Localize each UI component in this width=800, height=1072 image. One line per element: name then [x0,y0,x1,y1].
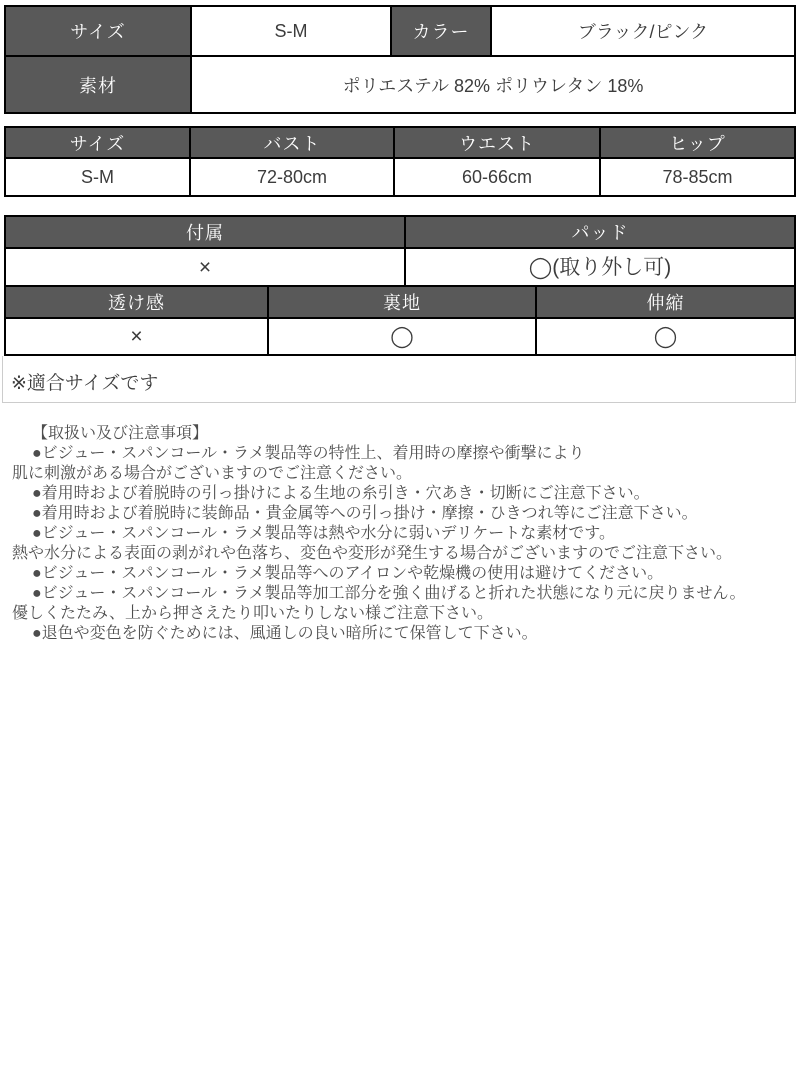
care-note-line: 熱や水分による表面の剥がれや色落ち、変色や変形が発生する場合がございますのでご注意下さい。 [12,545,733,562]
table-header-row [5,216,795,248]
material-value: ポリエステル 82% ポリウレタン 18% [191,56,795,113]
features-header-sheerness: 透け感 [5,286,268,318]
pad-value: ◯(取り外し可) [405,248,795,286]
size-chart-table [4,126,796,197]
care-note-line: ●ビジュー・スパンコール・ラメ製品等へのアイロンや乾燥機の使用は避けてください。 [32,565,664,582]
table-row [5,56,795,113]
care-note-line: ●ビジュー・スパンコール・ラメ製品等加工部分を強く曲げると折れた状態になり元に戻りません。 [32,585,746,602]
table-row [5,248,795,286]
care-title: 【取扱い及び注意事項】 [32,425,209,442]
care-note-line: ●ビジュー・スパンコール・ラメ製品等は熱や水分に弱いデリケートな素材です。 [32,525,615,542]
table-row [5,318,795,355]
pad-table-header-accessory: 付属 [5,216,405,248]
care-note-line: 優しくたたみ、上から押さえたり叩いたりしない様ご注意下さい。 [12,605,493,622]
size-chart-size-value: S-M [5,158,190,196]
size-chart-header-hip: ヒップ [600,127,795,158]
features-table [4,285,796,356]
pad-table-header-pad: パッド [405,216,795,248]
features-header-stretch: 伸縮 [536,286,795,318]
size-chart-bust-value: 72-80cm [190,158,394,196]
size-chart-waist-value: 60-66cm [394,158,600,196]
care-note-line: ●ビジュー・スパンコール・ラメ製品等の特性上、着用時の摩擦や衝撃により [32,445,585,462]
fit-size-note: ※適合サイズです [2,356,796,403]
color-label: カラー [391,6,491,56]
table-header-row [5,127,795,158]
care-note-line: ●退色や変色を防ぐためには、風通しの良い暗所にて保管して下さい。 [32,625,538,642]
lining-value: ◯ [268,318,536,355]
care-note-line: ●着用時および着脱時に装飾品・貴金属等への引っ掛け・摩擦・ひきつれ等にご注意下さい。 [32,505,698,522]
size-chart-header-waist: ウエスト [394,127,600,158]
product-info-table [4,5,796,114]
care-instructions [0,424,800,644]
material-label: 素材 [5,56,191,113]
size-value: S-M [191,6,391,56]
features-header-lining: 裏地 [268,286,536,318]
table-row [5,6,795,56]
sheerness-value: × [5,318,268,355]
size-chart-header-bust: バスト [190,127,394,158]
size-label: サイズ [5,6,191,56]
table-row [5,158,795,196]
product-spec-page [0,5,800,644]
care-note-line: 肌に刺激がある場合がございますのでご注意ください。 [12,465,413,482]
color-value: ブラック/ピンク [491,6,795,56]
pad-table [4,215,796,287]
care-note-line: ●着用時および着脱時の引っ掛けによる生地の糸引き・穴あき・切断にご注意下さい。 [32,485,650,502]
table-header-row [5,286,795,318]
stretch-value: ◯ [536,318,795,355]
size-chart-header-size: サイズ [5,127,190,158]
size-chart-hip-value: 78-85cm [600,158,795,196]
accessory-value: × [5,248,405,286]
